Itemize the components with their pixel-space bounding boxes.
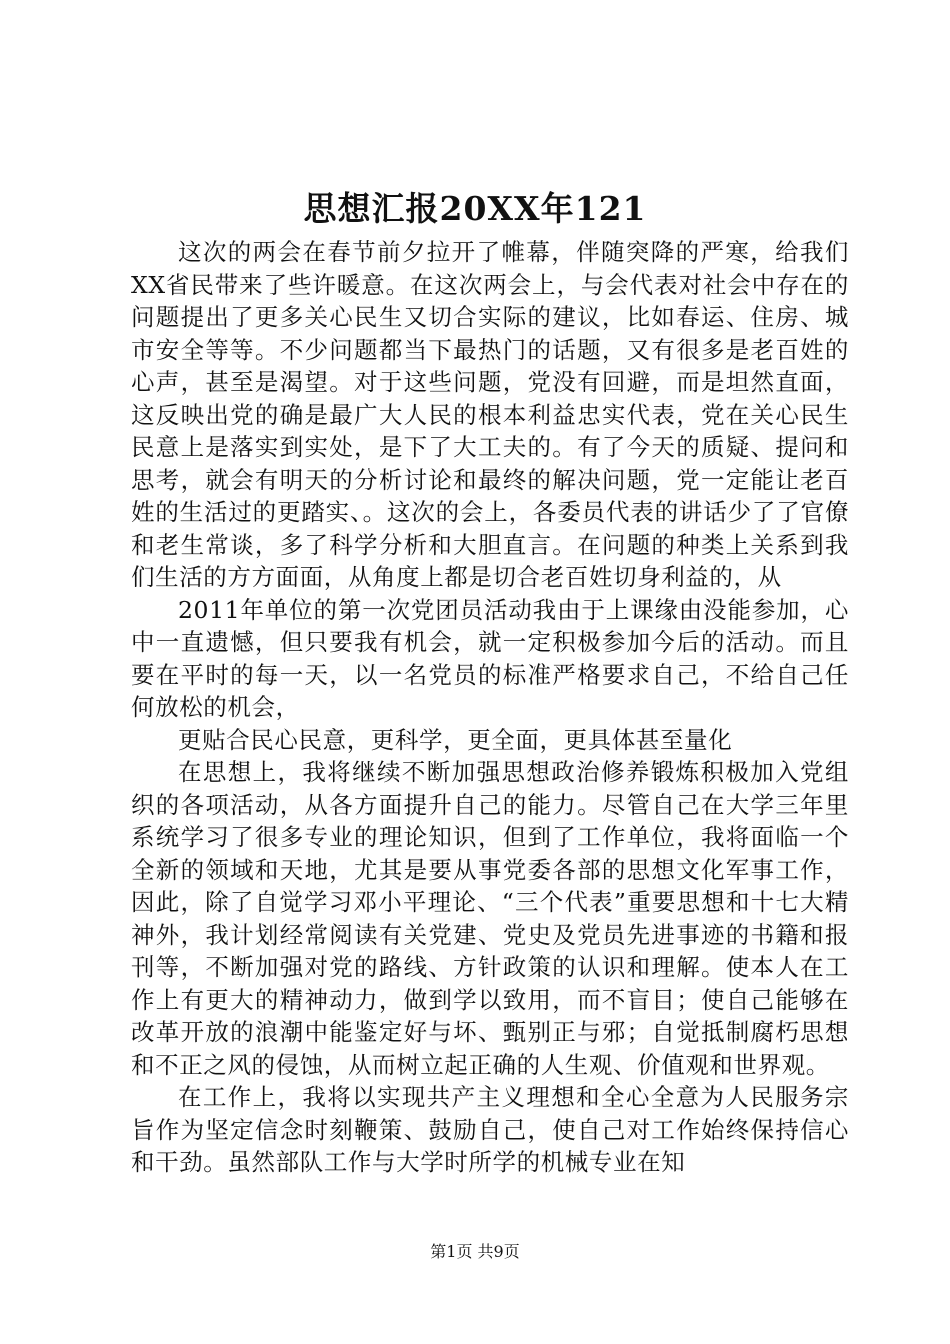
page-footer: 第1页 共9页 xyxy=(430,1242,520,1261)
paragraph-5: 在工作上，我将以实现共产主义理想和全心全意为人民服务宗旨作为坚定信念时刻鞭策、鼓励自己，使自己对工作始终保持信心和干劲。虽然部队工作与大学时所学的机械专业在知 xyxy=(131,1083,849,1176)
paragraph-1: 这次的两会在春节前夕拉开了帷幕，伴随突降的严寒，给我们XX省民带来了些许暖意。在这次两会上，与会代表对社会中存在的问题提出了更多关心民生又切合实际的建议，比如春运、住房、城市安全等等。不少问题都当下最热门的话题，又有很多是老百姓的心声，甚至是渴望。对于这些问题，党没有回避，而是坦然直面，这反映出党的确是最广大人民的根本利益忠实代表，党在关心民生民意上是落实到实处，是下了大工夫的。有了今天的质疑、提问和思考，就会有明天的分析讨论和最终的解决问题，党一定能让老百姓的生活过的更踏实、。这次的会上，各委员代表的讲话少了了官僚和老生常谈，多了科学分析和大胆直言。在问题的种类上关系到我们生活的方方面面，从角度上都是切合老百姓切身利益的，从 xyxy=(131,238,849,591)
document-title: 思想汇报20XX年121 xyxy=(303,189,647,228)
document-body xyxy=(131,236,849,1179)
paragraph-4: 在思想上，我将继续不断加强思想政治修养锻炼积极加入党组织的各项活动，从各方面提升自己的能力。尽管自己在大学三年里系统学习了很多专业的理论知识，但到了工作单位，我将面临一个全新的领域和天地，尤其是要从事党委各部的思想文化军事工作，因此，除了自觉学习邓小平理论、“三个代表”重要思想和十七大精神外，我计划经常阅读有关党建、党史及党员先进事迹的书籍和报刊等，不断加强对党的路线、方针政策的认识和理解。使本人在工作上有更大的精神动力，做到学以致用，而不盲目；使自己能够在改革开放的浪潮中能鉴定好与坏、甄别正与邪；自觉抵制腐朽思想和不正之风的侵蚀，从而树立起正确的人生观、价值观和世界观。 xyxy=(131,758,849,1079)
paragraph-3: 更贴合民心民意，更科学，更全面，更具体甚至量化 xyxy=(178,725,733,754)
paragraph-2: 2011年单位的第一次党团员活动我由于上课缘由没能参加，心中一直遗憾，但只要我有机会，就一定积极参加今后的活动。而且要在平时的每一天，以一名党员的标准严格要求自己，不给自己任何放松的机会， xyxy=(131,595,849,721)
